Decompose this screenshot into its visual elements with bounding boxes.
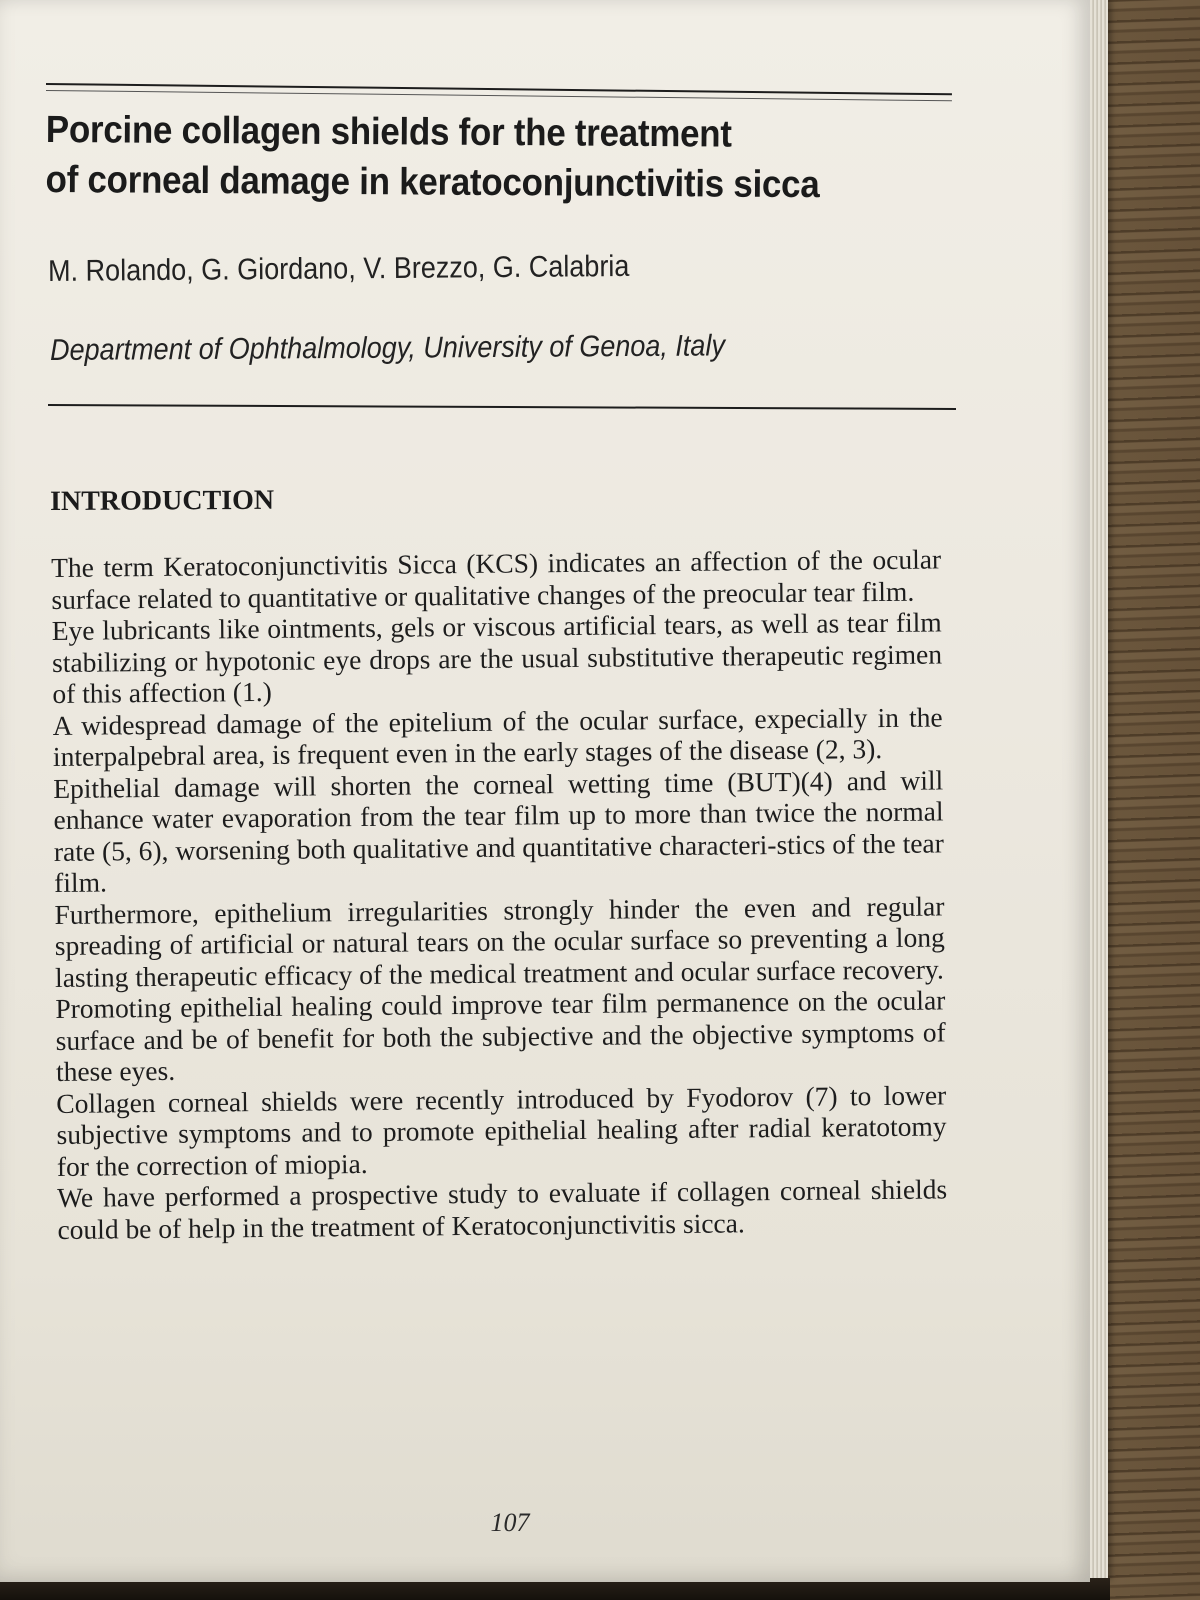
top-rule [46,83,952,95]
body-paragraph: A widespread damage of the epitelium of the ocular surface, expecially in the interpalpebral area, is frequent even in the early stages of the disease (2, 3). [52,700,943,772]
page-number: 107 [490,1508,530,1537]
body-paragraph: Collagen corneal shields were recently introduced by Fyodorov (7) to lower subjective symptoms and to promote epithelial healing after radial keratotomy for the correction of miopia. [56,1078,947,1182]
author-list: M. Rolando, G. Giordano, V. Brezzo, G. Calabria [48,249,630,288]
body-paragraph: Epithelial damage will shorten the corneal wetting time (BUT)(4) and will enhance water evaporation from the tear film up to more than twice the normal rate (5, 6), worsening both qualitative and quantitative characteri-stics of the tear film. [53,763,944,898]
body-paragraph: The term Keratoconjunctivitis Sicca (KCS) indicates an affection of the ocular surface related to quantitative or qualitative changes of the preocular tear film. [51,543,942,615]
body-paragraph: Promoting epithelial healing could improve tear film permanence on the ocular surface and be of benefit for both the subjective and the objective symptoms of these eyes. [55,984,946,1087]
body-paragraph: Eye lubricants like ointments, gels or viscous artificial tears, as well as tear film stabilizing or hypotonic eye drops are the usual substitutive therapeutic regimen of this affection (1.) [51,606,943,709]
body-paragraph: Furthermore, epithelium irregularities strongly hinder the even and regular spreading of artificial or natural tears on the ocular surface so preventing a long lasting therapeutic efficacy of the medical treatment and ocular surface recovery. [54,889,945,993]
title-line-2: of corneal damage in keratoconjunctivitis sicca [45,158,820,207]
body-paragraph: We have performed a prospective study to evaluate if collagen corneal shields could be of help in the treatment of Keratoconjunctivitis sicca. [57,1173,948,1245]
wood-table-surface [1095,0,1200,1600]
section-heading-introduction: INTRODUCTION [50,484,275,517]
article-title [45,105,874,210]
title-line-1: Porcine collagen shields for the treatment [45,108,732,156]
introduction-body [51,543,948,1245]
affiliation: Department of Ophthalmology, University of Genoa, Italy [50,329,725,367]
header-bottom-rule [48,404,956,410]
